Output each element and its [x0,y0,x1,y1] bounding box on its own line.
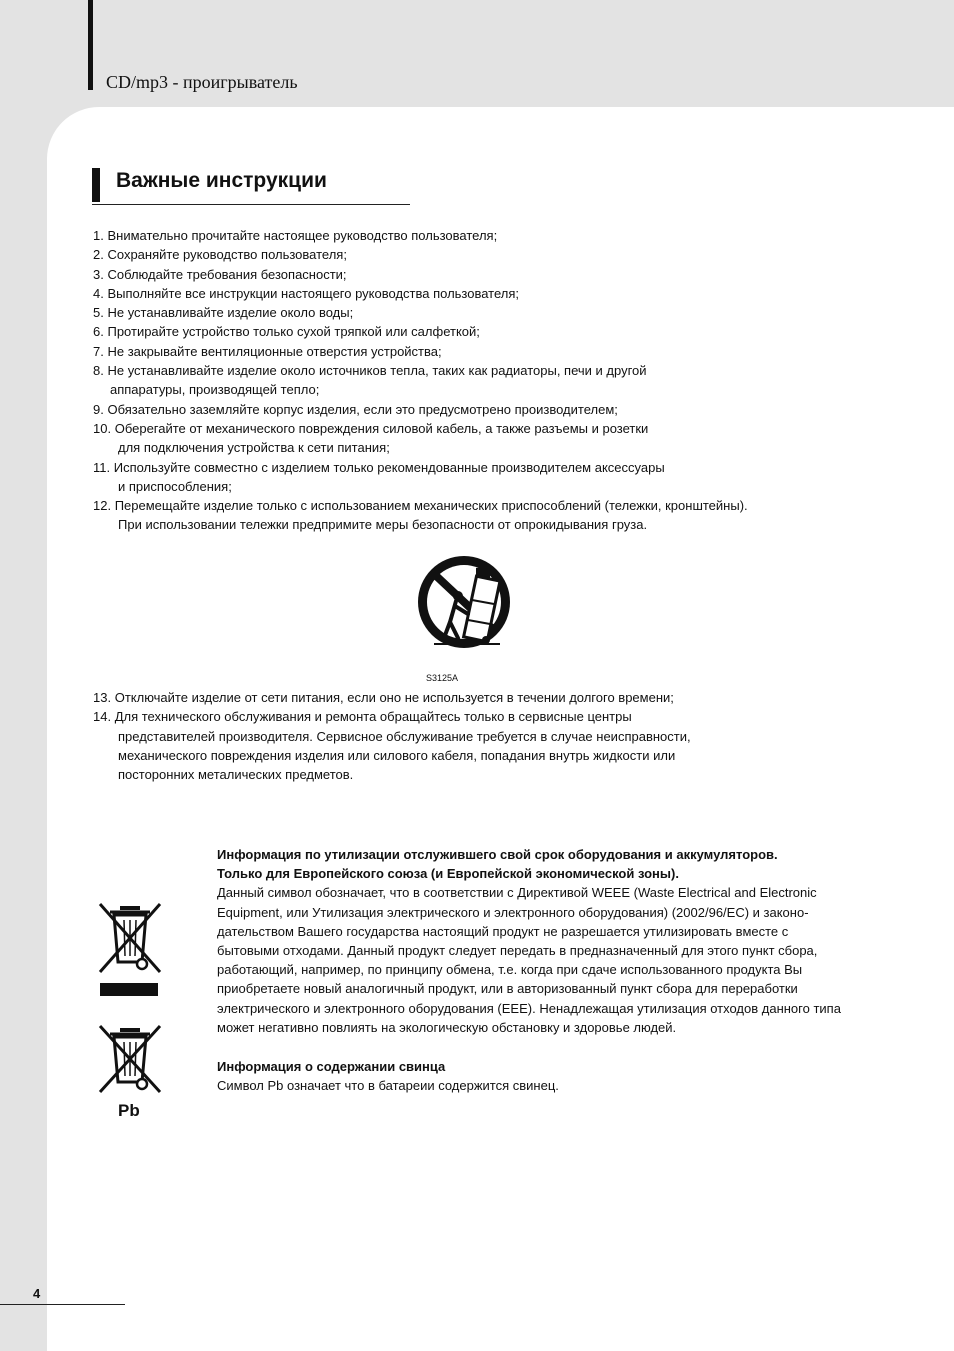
disposal-text-line: Данный символ обозначает, что в соответствии с Директивой WEEE (Waste Electrical and Electronic [217,885,817,901]
instruction-item [93,361,748,400]
instruction-number: 14. [93,709,112,725]
cart-tip-over-warning-icon [414,548,514,688]
instruction-text-continued: аппаратуры, производящей тепло; [110,382,320,398]
instruction-text: Обязательно заземляйте корпус изделия, если это предусмотрено производителем; [107,401,618,417]
instruction-item [93,688,691,707]
disposal-text-line: может негативно повлиять на экологическую обстановку и здоровье людей. [217,1019,677,1035]
lead-info [217,1057,917,1095]
disposal-text-line: электрического и электронного оборудования (EEE). Ненадлежащая утилизация отходов данного типа [217,1000,841,1016]
disposal-title: Информация по утилизации отслужившего свой срок оборудования и аккумуляторов. [217,847,778,862]
disposal-text-line: Equipment, или Утилизация электрического и электронного оборудования) (2002/96/EC) и законо- [217,904,809,920]
crossed-out-wheelie-bin-icon [96,900,164,976]
disposal-text-line: дательством Вашего государства настоящий продукт не разрешается утилизировать вместе с [217,923,789,939]
instruction-item [93,245,748,264]
header-accent-bar [88,0,93,90]
disposal-text-line: бытовыми отходами. Данный продукт следует передать в предназначенный для этого пункт сбора, [217,943,818,959]
instruction-item [93,303,748,322]
page-number: 4 [33,1286,41,1301]
instruction-text-continued: и приспособления; [118,478,232,494]
instruction-text: Перемещайте изделие только с использованием механических приспособлений (тележки, кронштейны). [114,498,748,514]
instruction-number: 10. [93,420,112,436]
figure-code: S3125A [426,673,459,683]
disposal-subtitle: Только для Европейского союза (и Европейской экономической зоны). [217,866,679,882]
disposal-text-line: работающий, например, по принципу обмена, т.е. когда при сдаче использованного продукта Вы [217,962,803,978]
instruction-text: Сохраняйте руководство пользователя; [107,247,347,263]
instruction-text: Оберегайте от механического повреждения силовой кабель, а также разъемы и розетки [114,420,649,436]
instruction-text: Используйте совместно с изделием только рекомендованные производителем аксессуары [113,459,665,475]
instruction-item [93,458,748,497]
instruction-number: 3. [93,266,104,282]
instruction-item [93,322,748,341]
instruction-number: 11. [93,459,111,475]
instruction-item [93,284,748,303]
instruction-item [93,496,748,535]
instruction-list-1 [93,226,748,535]
instruction-item [93,226,748,245]
section-heading-text: Важные инструкции [116,169,327,192]
section-heading [92,166,410,205]
heading-accent-bar [92,168,100,202]
instruction-text: Не устанавливайте изделие около источников тепла, таких как радиаторы, печи и другой [107,363,647,379]
instruction-number: 8. [93,363,104,379]
instruction-text: Отключайте изделие от сети питания, если оно не используется в течении долгого времени; [114,690,674,705]
lead-text: Символ Pb означает что в батареии содержится свинец. [217,1078,559,1094]
lead-title: Информация о содержании свинца [217,1059,446,1074]
instruction-number: 2. [93,247,104,263]
battery-crossed-out-bin-icon [96,1024,164,1094]
instruction-text-continued: При использовании тележки предпримите меры безопасности от опрокидывания груза. [118,517,648,533]
instruction-text: Не закрывайте вентиляционные отверстия устройства; [107,343,442,359]
instruction-number: 7. [93,343,104,359]
instruction-item [93,419,748,458]
weee-black-bar [100,983,158,996]
instruction-number: 12. [93,498,112,514]
instruction-text-continued: представителей производителя. Сервисное обслуживание требуется в случае неисправности, [118,728,691,744]
instruction-text-continued: посторонних металических предметов. [118,767,354,783]
instruction-text-continued: для подключения устройства к сети питания; [118,440,390,456]
instruction-text: Не устанавливайте изделие около воды; [107,305,354,321]
instruction-item [93,707,691,784]
instruction-text: Внимательно прочитайте настоящее руководство пользователя; [107,228,498,243]
lead-symbol-label: Pb [118,1101,140,1120]
instruction-number: 5. [93,305,104,321]
disposal-info [217,845,917,1037]
document-header-title: CD/mp3 - проигрыватель [106,72,298,92]
instruction-item [93,400,748,419]
instruction-number: 9. [93,401,104,417]
footer-rule [0,1304,125,1305]
instruction-number: 6. [93,324,104,340]
instruction-item [93,265,748,284]
instruction-number: 4. [93,285,104,301]
instruction-list-2 [93,688,691,784]
disposal-text-line: приобретаете новый аналогичный продукт, или в авторизованный пункт сбора для переработки [217,981,798,997]
instruction-text-continued: механического повреждения изделия или силового кабеля, попадания внутрь жидкости или [118,747,676,763]
instruction-text: Соблюдайте требования безопасности; [107,266,347,282]
instruction-text: Протирайте устройство только сухой тряпкой или салфеткой; [107,324,480,340]
instruction-text: Выполняйте все инструкции настоящего руководства пользователя; [107,285,520,301]
instruction-number: 1. [93,228,104,243]
instruction-item [93,342,748,361]
instruction-number: 13. [93,690,112,705]
instruction-text: Для технического обслуживания и ремонта обращайтесь только в сервисные центры [114,709,632,725]
